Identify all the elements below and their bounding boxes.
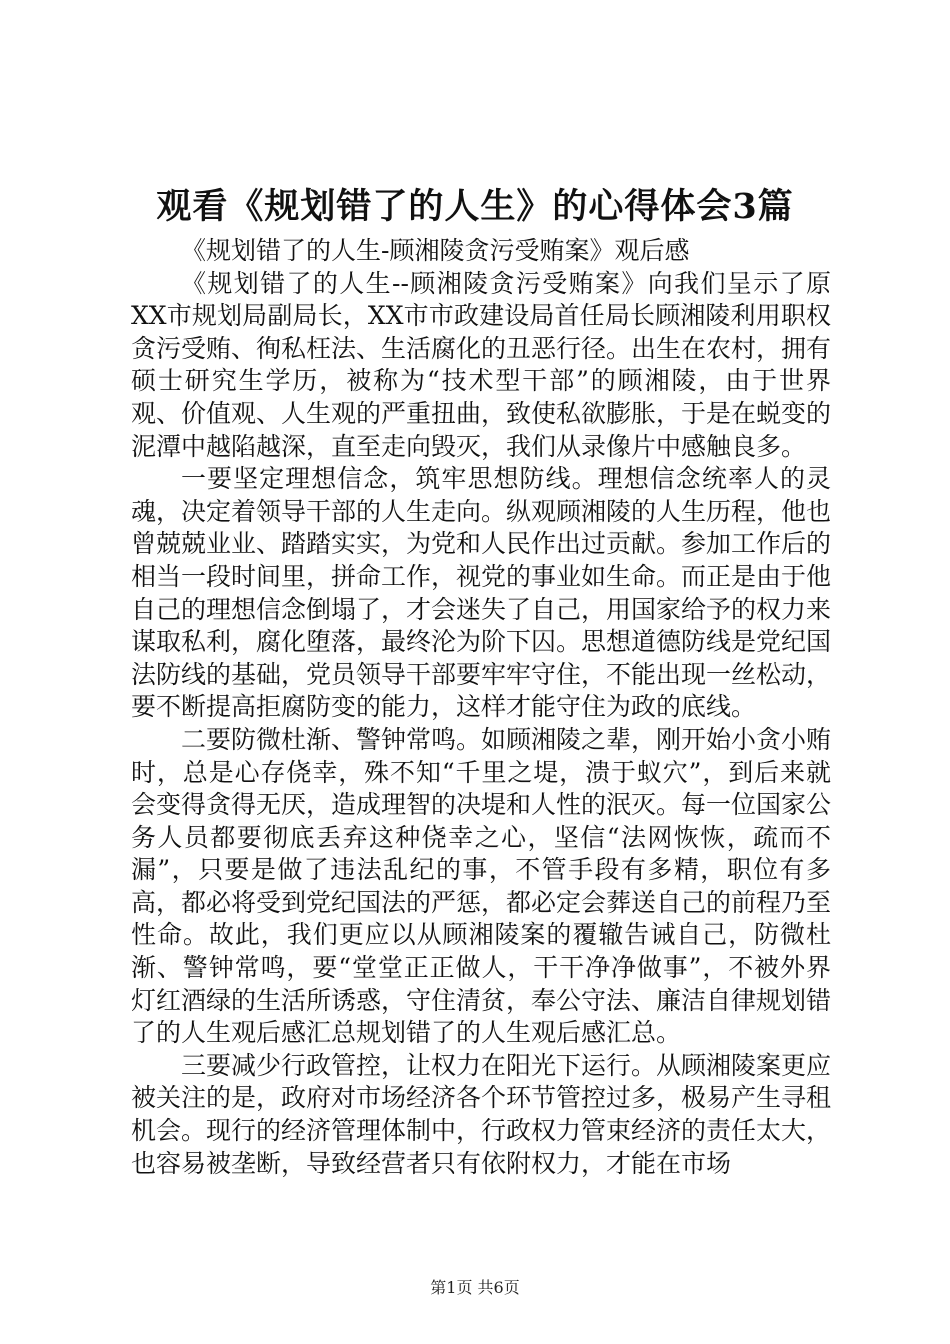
paragraph-point-two: 二要防微杜渐、警钟常鸣。如顾湘陵之辈，刚开始小贪小贿时，总是心存侥幸，殊不知“千里之堤，溃于蚁穴”，到后来就会变得贪得无厌，造成理智的决堤和人性的泯灭。每一位国家公务人员都要彻底丢弃这种侥幸之心，坚信“法网恢恢，疏而不漏”，只要是做了违法乱纪的事，不管手段有多精，职位有多高，都必将受到党纪国法的严惩，都必定会葬送自己的前程乃至性命。故此，我们更应以从顾湘陵案的覆辙告诫自己，防微杜渐、警钟常鸣，要“堂堂正正做人，干干净净做事”，不被外界灯红酒绿的生活所诱惑，守住清贫，奉公守法、廉洁自律规划错了的人生观后感汇总规划错了的人生观后感汇总。 [131, 724, 832, 1048]
document-subtitle: 《规划错了的人生-顾湘陵贪污受贿案》观后感 [181, 236, 690, 265]
document-body [131, 235, 831, 1180]
paragraph-point-three: 三要减少行政管控，让权力在阳光下运行。从顾湘陵案更应被关注的是，政府对市场经济各个环节管控过多，极易产生寻租机会。现行的经济管理体制中，行政权力管束经济的责任太大，也容易被垄断，导致经营者只有依附权力，才能在市场 [131, 1050, 832, 1178]
page-number-footer: 第1页 共6页 [430, 1278, 520, 1297]
paragraph-point-one: 一要坚定理想信念，筑牢思想防线。理想信念统率人的灵魂，决定着领导干部的人生走向。纵观顾湘陵的人生历程，他也曾兢兢业业、踏踏实实，为党和人民作出过贡献。参加工作后的相当一段时间里，拼命工作，视党的事业如生命。而正是由于他自己的理想信念倒塌了，才会迷失了自己，用国家给予的权力来谋取私利，腐化堕落，最终沦为阶下囚。思想道德防线是党纪国法防线的基础，党员领导干部要牢牢守住，不能出现一丝松动，要不断提高拒腐防变的能力，这样才能守住为政的底线。 [131, 464, 832, 722]
document-title: 观看《规划错了的人生》的心得体会3篇 [156, 186, 794, 227]
paragraph-intro: 《规划错了的人生--顾湘陵贪污受贿案》向我们呈示了原XX市规划局副局长，XX市市政建设局首任局长顾湘陵利用职权贪污受贿、徇私枉法、生活腐化的丑恶行径。出生在农村，拥有硕士研究生学历，被称为“技术型干部”的顾湘陵，由于世界观、价值观、人生观的严重扭曲，致使私欲膨胀，于是在蜕变的泥潭中越陷越深，直至走向毁灭，我们从录像片中感触良多。 [131, 268, 832, 461]
